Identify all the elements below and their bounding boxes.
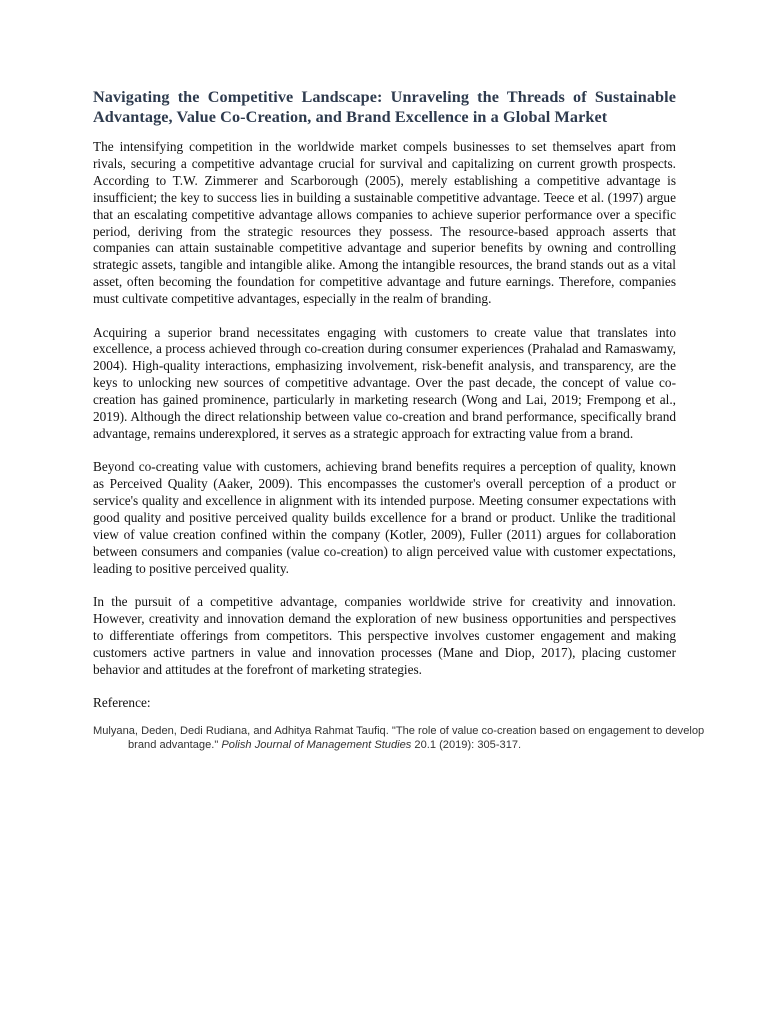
reference-entry <box>93 725 711 753</box>
body-paragraph-3: Beyond co-creating value with customers, achieving brand benefits requires a perception of quality, known as Perceived Quality (Aaker, 2009). This encompasses the customer's overall perception of a product or service's quality and excellence in alignment with its intended purpose. Meeting consumer expectations with good quality and positive perceived quality builds excellence for a brand or product. Unlike the traditional view of value creation confined within the company (Kotler, 2009), Fuller (2011) argues for collaboration between consumers and companies (value co-creation) to align perceived value with customer expectations, leading to positive perceived quality. <box>93 459 676 576</box>
document-page <box>93 88 705 753</box>
body-paragraph-1: The intensifying competition in the worldwide market compels businesses to set themselves apart from rivals, securing a competitive advantage crucial for survival and capitalizing on current growth prospects. According to T.W. Zimmerer and Scarborough (2005), merely establishing a competitive advantage is insufficient; the key to success lies in building a sustainable competitive advantage. Teece et al. (1997) argue that an escalating competitive advantage allows companies to achieve superior performance over a specific period, deriving from the strategic resources they possess. The resource-based approach asserts that companies can attain sustainable competitive advantage and superior benefits by owning and controlling strategic assets, tangible and intangible alike. Among the intangible resources, the brand stands out as a vital asset, often becoming the foundation for competitive advantage and future earnings. Therefore, companies must cultivate competitive advantages, especially in the realm of branding. <box>93 139 676 307</box>
reference-authors-title: Mulyana, Deden, Dedi Rudiana, and Adhitya Rahmat Taufiq. "The role of value co-creation based on engagement to develop brand advantage." <box>93 725 705 751</box>
reference-heading: Reference: <box>93 695 151 711</box>
reference-volume-pages: 20.1 (2019): 305-317. <box>411 738 522 751</box>
reference-journal: Polish Journal of Management Studies <box>221 738 412 751</box>
body-paragraph-2: Acquiring a superior brand necessitates engaging with customers to create value that translates into excellence, a process achieved through co-creation during consumer experiences (Prahalad and Ramaswamy, 2004). High-quality interactions, emphasizing involvement, risk-benefit analysis, and transparency, are the keys to unlocking new sources of competitive advantage. Over the past decade, the concept of value co-creation has gained prominence, particularly in marketing research (Wong and Lai, 2019; Frempong et al., 2019). Although the direct relationship between value co-creation and brand performance, specifically brand advantage, remains underexplored, it serves as a strategic approach for extracting value from a brand. <box>93 324 676 441</box>
body-paragraph-4: In the pursuit of a competitive advantage, companies worldwide strive for creativity and innovation. However, creativity and innovation demand the exploration of new business opportunities and perspectives to differentiate offerings from competitors. This perspective involves customer engagement and making customers active partners in value and innovation processes (Mane and Diop, 2017), placing customer behavior and attitudes at the forefront of marketing strategies. <box>93 594 676 677</box>
document-title: Navigating the Competitive Landscape: Unraveling the Threads of Sustainable Advantage, Value Co-Creation, and Brand Excellence in a Global Market <box>93 88 676 126</box>
